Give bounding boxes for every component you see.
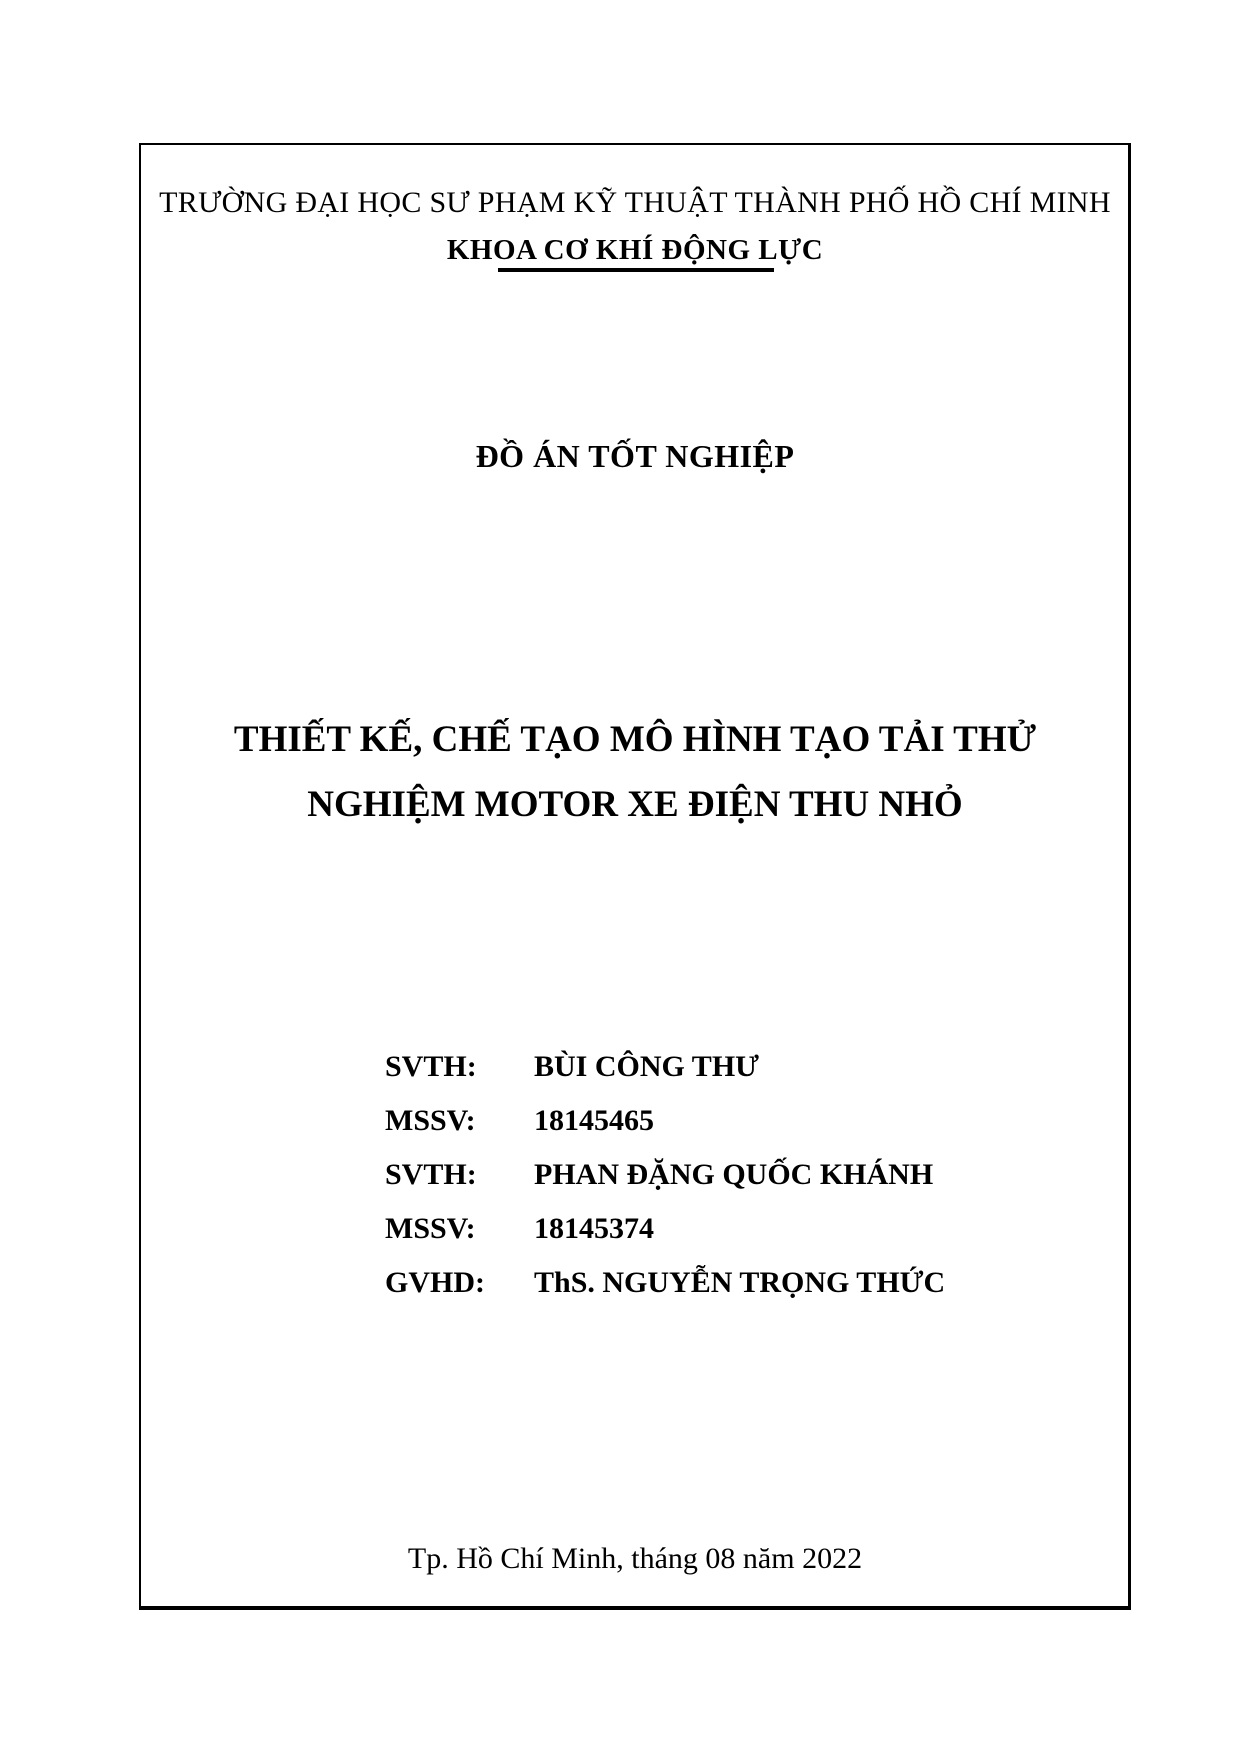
info-label: SVTH: xyxy=(385,1050,477,1083)
info-label: MSSV: xyxy=(385,1212,476,1245)
info-label: MSSV: xyxy=(385,1104,476,1137)
place-and-date: Tp. Hồ Chí Minh, tháng 08 năm 2022 xyxy=(407,1542,863,1575)
student-id: 18145465 xyxy=(534,1104,654,1137)
info-label: SVTH: xyxy=(385,1158,477,1191)
document-type-heading: ĐỒ ÁN TỐT NGHIỆP xyxy=(475,438,795,474)
student-id: 18145374 xyxy=(534,1212,654,1245)
advisor-name: ThS. NGUYỄN TRỌNG THỨC xyxy=(534,1266,946,1299)
thesis-title-line-1: THIẾT KẾ, CHẾ TẠO MÔ HÌNH TẠO TẢI THỬ xyxy=(233,719,1037,760)
info-label: GVHD: xyxy=(385,1266,485,1299)
info-row-student-id-1 xyxy=(0,1106,1240,1146)
page-border-frame xyxy=(139,143,1131,1610)
faculty-underline-rule xyxy=(498,268,774,272)
thesis-title-line-2: NGHIỆM MOTOR XE ĐIỆN THU NHỎ xyxy=(307,784,963,825)
student-name: BÙI CÔNG THƯ xyxy=(534,1050,760,1083)
info-row-student-id-2 xyxy=(0,1214,1240,1254)
university-name: TRƯỜNG ĐẠI HỌC SƯ PHẠM KỸ THUẬT THÀNH PHỐ HỒ CHÍ MINH xyxy=(159,186,1111,219)
info-row-student-2 xyxy=(0,1160,1240,1200)
info-row-student-1 xyxy=(0,1052,1240,1092)
faculty-name: KHOA CƠ KHÍ ĐỘNG LỰC xyxy=(446,234,824,266)
info-row-advisor xyxy=(0,1268,1240,1308)
student-name: PHAN ĐẶNG QUỐC KHÁNH xyxy=(534,1158,934,1191)
